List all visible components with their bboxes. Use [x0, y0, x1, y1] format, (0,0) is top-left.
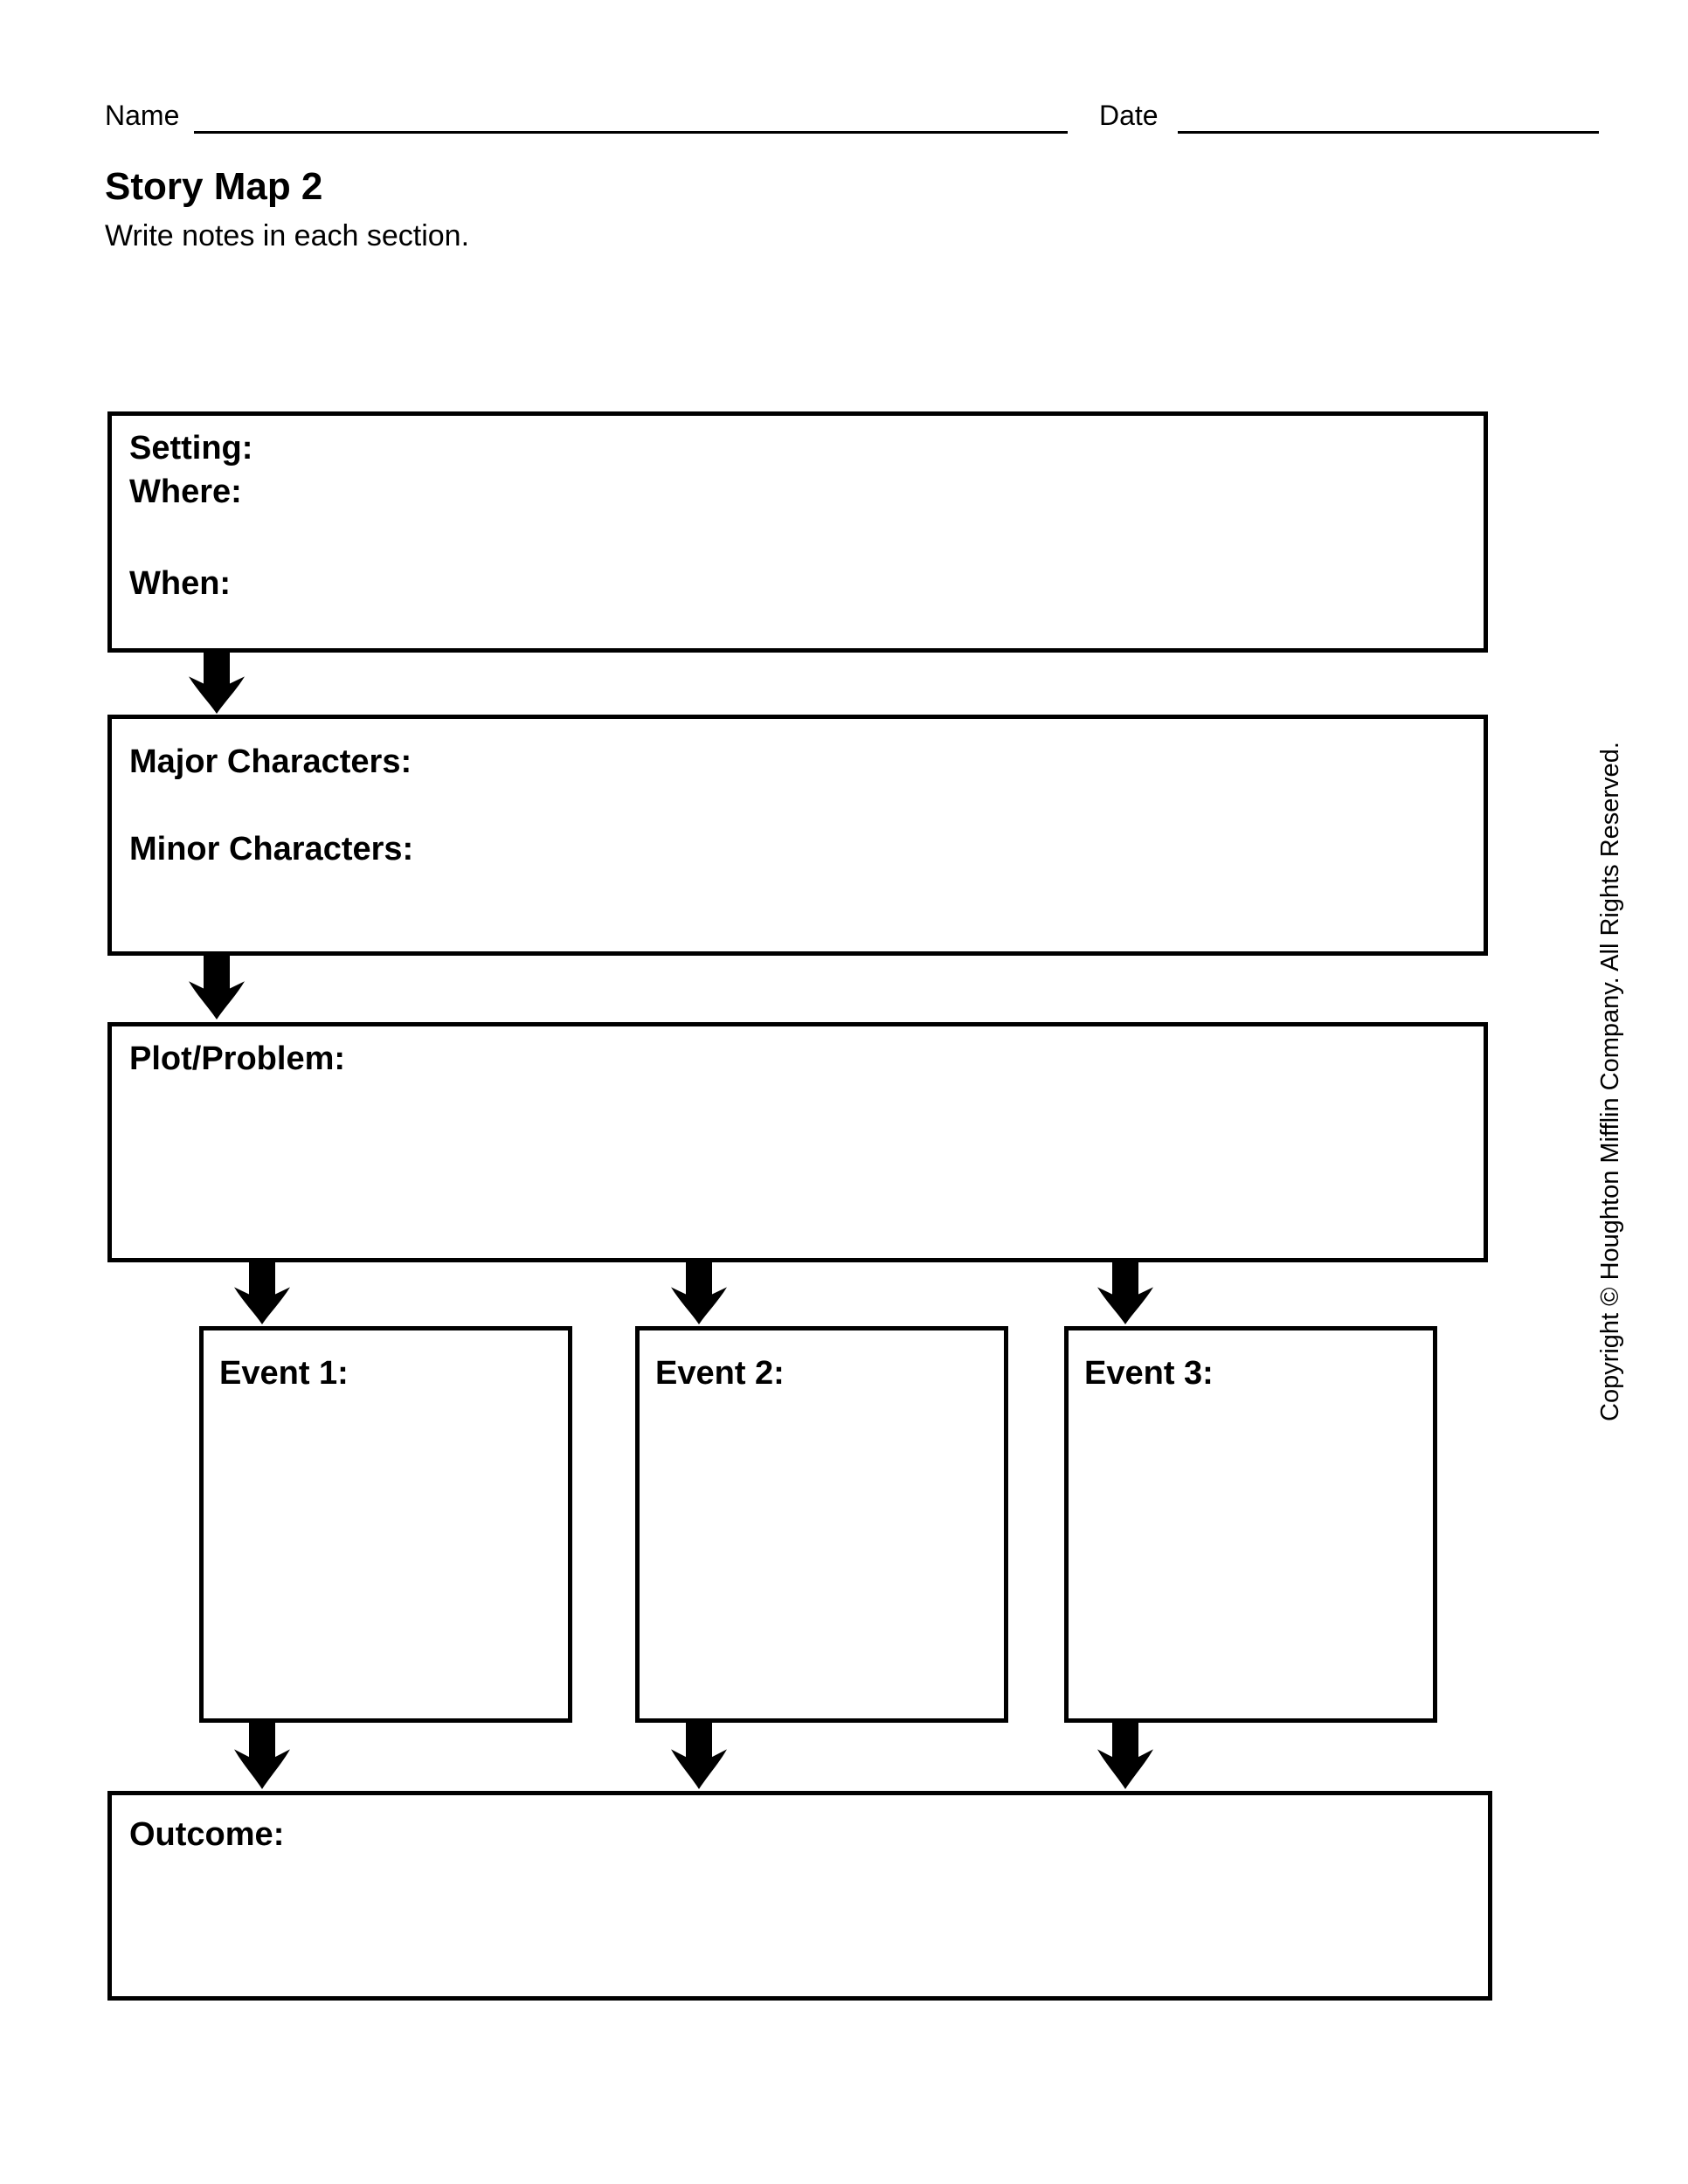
instruction-text: Write notes in each section. — [105, 219, 470, 252]
when-label: When: — [129, 565, 232, 602]
down-arrow-icon — [669, 1723, 729, 1789]
event-3-box[interactable] — [1064, 1326, 1437, 1723]
page-title: Story Map 2 — [105, 165, 323, 208]
down-arrow-icon — [232, 1262, 292, 1324]
name-underline[interactable] — [194, 131, 1068, 134]
down-arrow-icon — [232, 1723, 292, 1789]
date-label: Date — [1099, 100, 1159, 131]
down-arrow-icon — [187, 956, 246, 1019]
plot-problem-label: Plot/Problem: — [129, 1040, 346, 1077]
event-3-label: Event 3: — [1084, 1355, 1214, 1392]
setting-box[interactable] — [107, 411, 1488, 653]
down-arrow-icon — [1096, 1262, 1155, 1324]
event-2-label: Event 2: — [655, 1355, 785, 1392]
setting-label: Setting: — [129, 430, 253, 467]
copyright-text: Copyright © Houghton Mifflin Company. All Rights Reserved. — [1596, 742, 1624, 1421]
outcome-label: Outcome: — [129, 1816, 285, 1853]
where-label: Where: — [129, 473, 242, 510]
minor-characters-label: Minor Characters: — [129, 831, 414, 867]
major-characters-label: Major Characters: — [129, 743, 412, 780]
event-2-box[interactable] — [635, 1326, 1008, 1723]
plot-problem-box[interactable] — [107, 1022, 1488, 1262]
event-1-box[interactable] — [199, 1326, 572, 1723]
date-underline[interactable] — [1178, 131, 1599, 134]
name-label: Name — [105, 100, 180, 131]
down-arrow-icon — [1096, 1723, 1155, 1789]
outcome-box[interactable] — [107, 1791, 1492, 2001]
down-arrow-icon — [669, 1262, 729, 1324]
characters-box[interactable] — [107, 715, 1488, 956]
down-arrow-icon — [187, 652, 246, 714]
event-1-label: Event 1: — [219, 1355, 349, 1392]
